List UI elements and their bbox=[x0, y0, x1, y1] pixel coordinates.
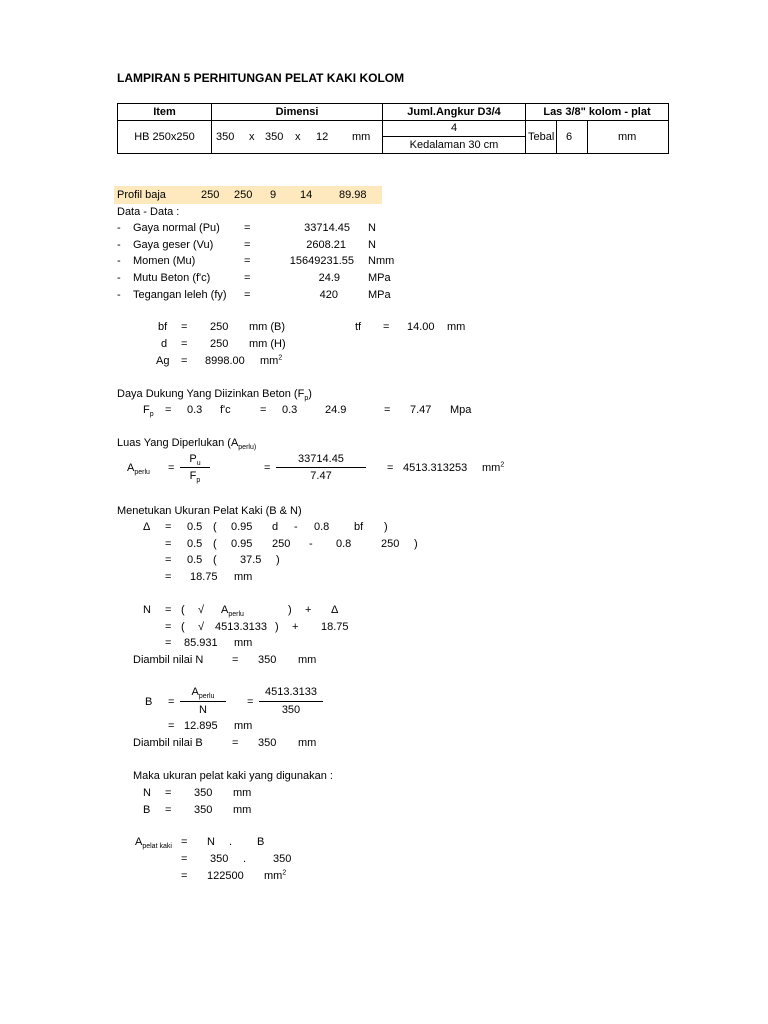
frac4-den: 350 bbox=[281, 704, 301, 716]
item-cell: HB 250x250 bbox=[118, 121, 212, 154]
apelat-value: 122500 bbox=[207, 870, 244, 882]
d-value: 250 bbox=[210, 338, 229, 350]
las-unit: mm bbox=[618, 131, 637, 143]
las-cell bbox=[526, 121, 669, 154]
final-n: 350 bbox=[194, 787, 213, 799]
profil-h: 250 bbox=[201, 189, 220, 201]
b-label: B bbox=[145, 696, 153, 708]
ag-label: Ag bbox=[156, 355, 170, 367]
delta-symbol: Δ bbox=[143, 521, 151, 533]
frac1-line bbox=[180, 467, 210, 468]
dimensi-cell bbox=[212, 121, 383, 154]
n-value: 85.931 bbox=[184, 637, 218, 649]
n-chosen: 350 bbox=[258, 654, 277, 666]
maka-heading: Maka ukuran pelat kaki yang digunakan : bbox=[133, 770, 333, 782]
menentukan-heading: Menetukan Ukuran Pelat Kaki (B & N) bbox=[117, 505, 302, 517]
frac3-num: $A_{perlu}$ bbox=[191, 686, 215, 701]
tf-value: 14.00 bbox=[407, 321, 435, 333]
las-tebal: Tebal bbox=[528, 131, 555, 143]
las-value: 6 bbox=[566, 131, 573, 143]
dim-unit: mm bbox=[352, 131, 371, 143]
fp-value: 7.47 bbox=[410, 404, 432, 416]
b-value: 12.895 bbox=[184, 720, 218, 732]
bf-value: 250 bbox=[210, 321, 229, 333]
header-angkur: Juml.Angkur D3/4 bbox=[383, 104, 526, 121]
header-item: Item bbox=[118, 104, 212, 121]
frac4-num: 4513.3133 bbox=[265, 686, 317, 698]
angkur-cell bbox=[383, 121, 526, 154]
profil-tf: 14 bbox=[300, 189, 313, 201]
summary-table bbox=[117, 103, 669, 154]
dim-b: 350 bbox=[216, 131, 235, 143]
profil-tw: 9 bbox=[270, 189, 277, 201]
d-label: d bbox=[161, 338, 168, 350]
frac3-line bbox=[180, 701, 226, 702]
data-heading: Data - Data : bbox=[117, 206, 180, 218]
frac2-num: 33714.45 bbox=[298, 453, 344, 465]
angkur-count: 4 bbox=[383, 121, 525, 137]
frac3-den: N bbox=[199, 704, 207, 716]
fp-label: $F_p$ bbox=[143, 404, 154, 419]
frac1-num: $P_u$ bbox=[189, 453, 201, 468]
dim-t: 12 bbox=[316, 131, 329, 143]
frac2-den: 7.47 bbox=[310, 470, 332, 482]
header-dimensi: Dimensi bbox=[212, 104, 383, 121]
profil-area: 89.98 bbox=[339, 189, 367, 201]
dim-n: 350 bbox=[265, 131, 284, 143]
frac2-line bbox=[276, 467, 366, 468]
profil-b: 250 bbox=[234, 189, 253, 201]
tf-label: tf bbox=[355, 321, 362, 333]
b-chosen: 350 bbox=[258, 737, 277, 749]
header-las: Las 3/8" kolom - plat bbox=[526, 104, 669, 121]
frac4-line bbox=[259, 701, 323, 702]
daya-heading: Daya Dukung Yang Diizinkan Beton $(F_p)$ bbox=[117, 388, 312, 403]
page-title: LAMPIRAN 5 PERHITUNGAN PELAT KAKI KOLOM bbox=[117, 71, 405, 85]
delta-value: 18.75 bbox=[190, 571, 218, 583]
n-label: N bbox=[143, 604, 151, 616]
aperlu-value: 4513.313253 bbox=[403, 462, 468, 474]
apelat-label: $A_{pelat kaki}$ bbox=[135, 836, 172, 851]
frac1-den: $F_p$ bbox=[189, 470, 201, 485]
dim-x2: x bbox=[295, 131, 301, 143]
profil-label: Profil baja bbox=[117, 189, 166, 201]
final-b: 350 bbox=[194, 804, 213, 816]
dim-x1: x bbox=[249, 131, 255, 143]
angkur-depth: Kedalaman 30 cm bbox=[409, 139, 499, 151]
bf-label: bf bbox=[158, 321, 168, 333]
ag-value: 8998.00 bbox=[205, 355, 245, 367]
luas-heading: Luas Yang Diperlukan ($A_{perlu)}$ bbox=[117, 437, 257, 452]
aperlu-label: $A_{perlu}$ bbox=[127, 462, 150, 477]
